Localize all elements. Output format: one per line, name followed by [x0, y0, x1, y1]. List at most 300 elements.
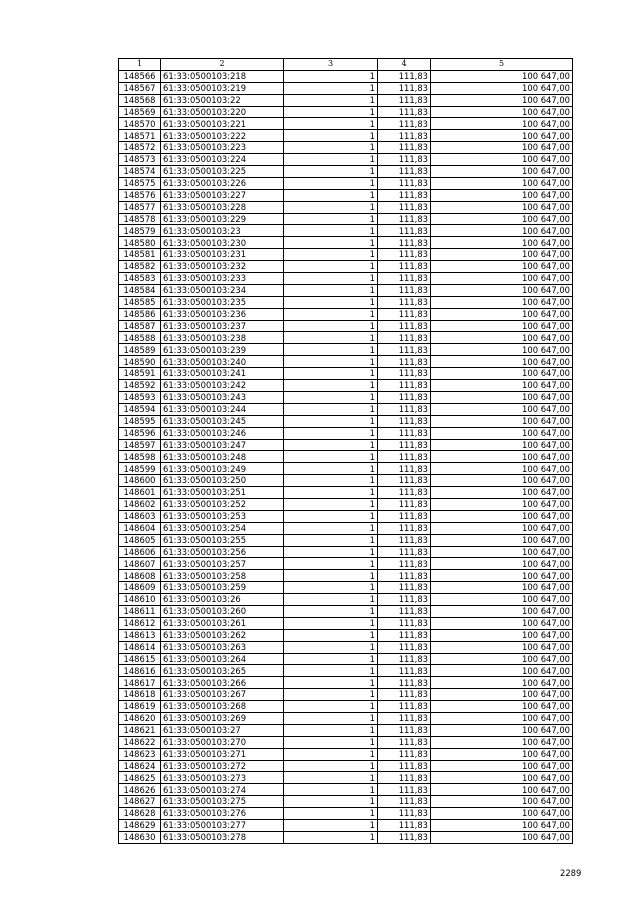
value-cell: 100 647,00 — [431, 284, 573, 296]
area-cell: 111,83 — [378, 689, 431, 701]
quantity-cell: 1 — [284, 546, 378, 558]
value-cell: 100 647,00 — [431, 534, 573, 546]
area-cell: 111,83 — [378, 201, 431, 213]
quantity-cell: 1 — [284, 796, 378, 808]
table-row — [119, 784, 573, 796]
table-row — [119, 356, 573, 368]
area-cell: 111,83 — [378, 130, 431, 142]
quantity-cell: 1 — [284, 629, 378, 641]
area-cell: 111,83 — [378, 570, 431, 582]
cadastral-number: 61:33:0500103:276 — [161, 808, 284, 820]
quantity-cell: 1 — [284, 273, 378, 285]
quantity-cell: 1 — [284, 522, 378, 534]
value-cell: 100 647,00 — [431, 617, 573, 629]
value-cell: 100 647,00 — [431, 142, 573, 154]
cadastral-number: 61:33:0500103:22 — [161, 94, 284, 106]
row-number: 148605 — [119, 534, 161, 546]
area-cell: 111,83 — [378, 475, 431, 487]
quantity-cell: 1 — [284, 665, 378, 677]
cadastral-number: 61:33:0500103:248 — [161, 451, 284, 463]
table-row — [119, 796, 573, 808]
quantity-cell: 1 — [284, 296, 378, 308]
area-cell: 111,83 — [378, 177, 431, 189]
area-cell: 111,83 — [378, 582, 431, 594]
column-header-5: 5 — [431, 59, 573, 71]
table-row — [119, 368, 573, 380]
value-cell: 100 647,00 — [431, 677, 573, 689]
table-row — [119, 320, 573, 332]
quantity-cell: 1 — [284, 403, 378, 415]
value-cell: 100 647,00 — [431, 760, 573, 772]
row-number: 148590 — [119, 356, 161, 368]
area-cell: 111,83 — [378, 665, 431, 677]
area-cell: 111,83 — [378, 403, 431, 415]
quantity-cell: 1 — [284, 784, 378, 796]
value-cell: 100 647,00 — [431, 522, 573, 534]
value-cell: 100 647,00 — [431, 570, 573, 582]
table-row — [119, 677, 573, 689]
area-cell: 111,83 — [378, 415, 431, 427]
value-cell: 100 647,00 — [431, 380, 573, 392]
cadastral-number: 61:33:0500103:249 — [161, 463, 284, 475]
area-cell: 111,83 — [378, 106, 431, 118]
row-number: 148598 — [119, 451, 161, 463]
row-number: 148594 — [119, 403, 161, 415]
area-cell: 111,83 — [378, 356, 431, 368]
row-number: 148582 — [119, 261, 161, 273]
area-cell: 111,83 — [378, 558, 431, 570]
quantity-cell: 1 — [284, 701, 378, 713]
area-cell: 111,83 — [378, 617, 431, 629]
area-cell: 111,83 — [378, 605, 431, 617]
area-cell: 111,83 — [378, 546, 431, 558]
area-cell: 111,83 — [378, 641, 431, 653]
quantity-cell: 1 — [284, 332, 378, 344]
table-row — [119, 463, 573, 475]
row-number: 148629 — [119, 820, 161, 832]
row-number: 148603 — [119, 510, 161, 522]
row-number: 148626 — [119, 784, 161, 796]
area-cell: 111,83 — [378, 534, 431, 546]
page-number: 2289 — [560, 868, 582, 878]
cadastral-number: 61:33:0500103:233 — [161, 273, 284, 285]
cadastral-number: 61:33:0500103:270 — [161, 736, 284, 748]
value-cell: 100 647,00 — [431, 82, 573, 94]
area-cell: 111,83 — [378, 712, 431, 724]
value-cell: 100 647,00 — [431, 70, 573, 82]
table-row — [119, 296, 573, 308]
area-cell: 111,83 — [378, 70, 431, 82]
row-number: 148591 — [119, 368, 161, 380]
area-cell: 111,83 — [378, 439, 431, 451]
area-cell: 111,83 — [378, 760, 431, 772]
row-number: 148567 — [119, 82, 161, 94]
quantity-cell: 1 — [284, 641, 378, 653]
row-number: 148585 — [119, 296, 161, 308]
cadastral-number: 61:33:0500103:239 — [161, 344, 284, 356]
cadastral-number: 61:33:0500103:236 — [161, 308, 284, 320]
quantity-cell: 1 — [284, 498, 378, 510]
row-number: 148568 — [119, 94, 161, 106]
cadastral-number: 61:33:0500103:224 — [161, 154, 284, 166]
cadastral-number: 61:33:0500103:243 — [161, 391, 284, 403]
value-cell: 100 647,00 — [431, 463, 573, 475]
value-cell: 100 647,00 — [431, 320, 573, 332]
cadastral-number: 61:33:0500103:244 — [161, 403, 284, 415]
value-cell: 100 647,00 — [431, 772, 573, 784]
cadastral-number: 61:33:0500103:238 — [161, 332, 284, 344]
quantity-cell: 1 — [284, 617, 378, 629]
row-number: 148597 — [119, 439, 161, 451]
column-header-4: 4 — [378, 59, 431, 71]
table-row — [119, 94, 573, 106]
quantity-cell: 1 — [284, 249, 378, 261]
cadastral-number: 61:33:0500103:260 — [161, 605, 284, 617]
row-number: 148586 — [119, 308, 161, 320]
area-cell: 111,83 — [378, 487, 431, 499]
value-cell: 100 647,00 — [431, 237, 573, 249]
value-cell: 100 647,00 — [431, 130, 573, 142]
row-number: 148615 — [119, 653, 161, 665]
value-cell: 100 647,00 — [431, 475, 573, 487]
cadastral-number: 61:33:0500103:231 — [161, 249, 284, 261]
cadastral-number: 61:33:0500103:258 — [161, 570, 284, 582]
value-cell: 100 647,00 — [431, 641, 573, 653]
cadastral-number: 61:33:0500103:245 — [161, 415, 284, 427]
row-number: 148618 — [119, 689, 161, 701]
cadastral-number: 61:33:0500103:253 — [161, 510, 284, 522]
cadastral-number: 61:33:0500103:228 — [161, 201, 284, 213]
value-cell: 100 647,00 — [431, 487, 573, 499]
area-cell: 111,83 — [378, 748, 431, 760]
table-row — [119, 820, 573, 832]
table-row — [119, 701, 573, 713]
row-number: 148576 — [119, 189, 161, 201]
quantity-cell: 1 — [284, 380, 378, 392]
cadastral-number: 61:33:0500103:225 — [161, 166, 284, 178]
quantity-cell: 1 — [284, 356, 378, 368]
quantity-cell: 1 — [284, 653, 378, 665]
quantity-cell: 1 — [284, 689, 378, 701]
value-cell: 100 647,00 — [431, 368, 573, 380]
value-cell: 100 647,00 — [431, 831, 573, 843]
area-cell: 111,83 — [378, 237, 431, 249]
quantity-cell: 1 — [284, 820, 378, 832]
cadastral-number: 61:33:0500103:272 — [161, 760, 284, 772]
value-cell: 100 647,00 — [431, 546, 573, 558]
row-number: 148613 — [119, 629, 161, 641]
row-number: 148577 — [119, 201, 161, 213]
table-row — [119, 760, 573, 772]
table-row — [119, 522, 573, 534]
quantity-cell: 1 — [284, 582, 378, 594]
table-row — [119, 451, 573, 463]
quantity-cell: 1 — [284, 712, 378, 724]
row-number: 148614 — [119, 641, 161, 653]
table-row — [119, 332, 573, 344]
quantity-cell: 1 — [284, 142, 378, 154]
area-cell: 111,83 — [378, 261, 431, 273]
table-row — [119, 344, 573, 356]
row-number: 148616 — [119, 665, 161, 677]
table-row — [119, 534, 573, 546]
cadastral-number: 61:33:0500103:263 — [161, 641, 284, 653]
value-cell: 100 647,00 — [431, 808, 573, 820]
table-row — [119, 380, 573, 392]
area-cell: 111,83 — [378, 344, 431, 356]
table-row — [119, 427, 573, 439]
area-cell: 111,83 — [378, 736, 431, 748]
row-number: 148592 — [119, 380, 161, 392]
row-number: 148602 — [119, 498, 161, 510]
quantity-cell: 1 — [284, 570, 378, 582]
row-number: 148588 — [119, 332, 161, 344]
area-cell: 111,83 — [378, 724, 431, 736]
quantity-cell: 1 — [284, 189, 378, 201]
cadastral-number: 61:33:0500103:230 — [161, 237, 284, 249]
row-number: 148570 — [119, 118, 161, 130]
cadastral-number: 61:33:0500103:232 — [161, 261, 284, 273]
quantity-cell: 1 — [284, 831, 378, 843]
quantity-cell: 1 — [284, 320, 378, 332]
cadastral-number: 61:33:0500103:269 — [161, 712, 284, 724]
table-row — [119, 546, 573, 558]
area-cell: 111,83 — [378, 701, 431, 713]
cadastral-number: 61:33:0500103:26 — [161, 594, 284, 606]
table-row — [119, 189, 573, 201]
cadastral-number: 61:33:0500103:257 — [161, 558, 284, 570]
row-number: 148608 — [119, 570, 161, 582]
table-row — [119, 308, 573, 320]
cadastral-number: 61:33:0500103:235 — [161, 296, 284, 308]
data-table — [118, 58, 573, 844]
area-cell: 111,83 — [378, 629, 431, 641]
value-cell: 100 647,00 — [431, 249, 573, 261]
table-row — [119, 498, 573, 510]
row-number: 148571 — [119, 130, 161, 142]
cadastral-number: 61:33:0500103:221 — [161, 118, 284, 130]
table-row — [119, 558, 573, 570]
cadastral-number: 61:33:0500103:277 — [161, 820, 284, 832]
cadastral-number: 61:33:0500103:271 — [161, 748, 284, 760]
value-cell: 100 647,00 — [431, 748, 573, 760]
quantity-cell: 1 — [284, 463, 378, 475]
quantity-cell: 1 — [284, 724, 378, 736]
value-cell: 100 647,00 — [431, 356, 573, 368]
area-cell: 111,83 — [378, 427, 431, 439]
row-number: 148593 — [119, 391, 161, 403]
area-cell: 111,83 — [378, 380, 431, 392]
table-row — [119, 213, 573, 225]
value-cell: 100 647,00 — [431, 225, 573, 237]
area-cell: 111,83 — [378, 154, 431, 166]
cadastral-number: 61:33:0500103:267 — [161, 689, 284, 701]
value-cell: 100 647,00 — [431, 629, 573, 641]
row-number: 148587 — [119, 320, 161, 332]
quantity-cell: 1 — [284, 201, 378, 213]
area-cell: 111,83 — [378, 784, 431, 796]
area-cell: 111,83 — [378, 166, 431, 178]
area-cell: 111,83 — [378, 831, 431, 843]
area-cell: 111,83 — [378, 273, 431, 285]
quantity-cell: 1 — [284, 118, 378, 130]
table-row — [119, 273, 573, 285]
table-body — [119, 70, 573, 843]
area-cell: 111,83 — [378, 94, 431, 106]
cadastral-number: 61:33:0500103:241 — [161, 368, 284, 380]
value-cell: 100 647,00 — [431, 498, 573, 510]
value-cell: 100 647,00 — [431, 451, 573, 463]
table-row — [119, 665, 573, 677]
value-cell: 100 647,00 — [431, 724, 573, 736]
column-header-3: 3 — [284, 59, 378, 71]
table-row — [119, 629, 573, 641]
row-number: 148619 — [119, 701, 161, 713]
cadastral-number: 61:33:0500103:254 — [161, 522, 284, 534]
quantity-cell: 1 — [284, 237, 378, 249]
table-row — [119, 475, 573, 487]
value-cell: 100 647,00 — [431, 403, 573, 415]
table-header — [119, 59, 573, 71]
table-row — [119, 142, 573, 154]
value-cell: 100 647,00 — [431, 510, 573, 522]
quantity-cell: 1 — [284, 261, 378, 273]
quantity-cell: 1 — [284, 225, 378, 237]
row-number: 148627 — [119, 796, 161, 808]
quantity-cell: 1 — [284, 106, 378, 118]
quantity-cell: 1 — [284, 213, 378, 225]
row-number: 148623 — [119, 748, 161, 760]
column-header-1: 1 — [119, 59, 161, 71]
row-number: 148621 — [119, 724, 161, 736]
area-cell: 111,83 — [378, 498, 431, 510]
cadastral-number: 61:33:0500103:273 — [161, 772, 284, 784]
value-cell: 100 647,00 — [431, 189, 573, 201]
value-cell: 100 647,00 — [431, 689, 573, 701]
value-cell: 100 647,00 — [431, 118, 573, 130]
cadastral-number: 61:33:0500103:247 — [161, 439, 284, 451]
quantity-cell: 1 — [284, 475, 378, 487]
quantity-cell: 1 — [284, 154, 378, 166]
cadastral-number: 61:33:0500103:265 — [161, 665, 284, 677]
table-row — [119, 166, 573, 178]
quantity-cell: 1 — [284, 594, 378, 606]
row-number: 148589 — [119, 344, 161, 356]
area-cell: 111,83 — [378, 284, 431, 296]
row-number: 148578 — [119, 213, 161, 225]
quantity-cell: 1 — [284, 510, 378, 522]
table-row — [119, 605, 573, 617]
area-cell: 111,83 — [378, 225, 431, 237]
area-cell: 111,83 — [378, 213, 431, 225]
cadastral-number: 61:33:0500103:27 — [161, 724, 284, 736]
value-cell: 100 647,00 — [431, 308, 573, 320]
table-row — [119, 653, 573, 665]
row-number: 148580 — [119, 237, 161, 249]
table-row — [119, 284, 573, 296]
cadastral-number: 61:33:0500103:261 — [161, 617, 284, 629]
row-number: 148604 — [119, 522, 161, 534]
area-cell: 111,83 — [378, 368, 431, 380]
area-cell: 111,83 — [378, 796, 431, 808]
value-cell: 100 647,00 — [431, 439, 573, 451]
quantity-cell: 1 — [284, 415, 378, 427]
quantity-cell: 1 — [284, 677, 378, 689]
quantity-cell: 1 — [284, 451, 378, 463]
value-cell: 100 647,00 — [431, 201, 573, 213]
quantity-cell: 1 — [284, 760, 378, 772]
cadastral-number: 61:33:0500103:237 — [161, 320, 284, 332]
value-cell: 100 647,00 — [431, 736, 573, 748]
value-cell: 100 647,00 — [431, 154, 573, 166]
area-cell: 111,83 — [378, 772, 431, 784]
table-row — [119, 82, 573, 94]
area-cell: 111,83 — [378, 510, 431, 522]
table-row — [119, 594, 573, 606]
cadastral-number: 61:33:0500103:240 — [161, 356, 284, 368]
quantity-cell: 1 — [284, 427, 378, 439]
row-number: 148596 — [119, 427, 161, 439]
table-row — [119, 261, 573, 273]
row-number: 148575 — [119, 177, 161, 189]
quantity-cell: 1 — [284, 439, 378, 451]
cadastral-number: 61:33:0500103:250 — [161, 475, 284, 487]
cadastral-number: 61:33:0500103:266 — [161, 677, 284, 689]
table-row — [119, 177, 573, 189]
area-cell: 111,83 — [378, 463, 431, 475]
row-number: 148628 — [119, 808, 161, 820]
value-cell: 100 647,00 — [431, 605, 573, 617]
column-header-2: 2 — [161, 59, 284, 71]
table-row — [119, 70, 573, 82]
area-cell: 111,83 — [378, 189, 431, 201]
table-row — [119, 689, 573, 701]
cadastral-number: 61:33:0500103:262 — [161, 629, 284, 641]
value-cell: 100 647,00 — [431, 166, 573, 178]
value-cell: 100 647,00 — [431, 582, 573, 594]
area-cell: 111,83 — [378, 82, 431, 94]
table-row — [119, 510, 573, 522]
value-cell: 100 647,00 — [431, 296, 573, 308]
quantity-cell: 1 — [284, 284, 378, 296]
row-number: 148584 — [119, 284, 161, 296]
value-cell: 100 647,00 — [431, 653, 573, 665]
cadastral-number: 61:33:0500103:223 — [161, 142, 284, 154]
table-row — [119, 225, 573, 237]
row-number: 148630 — [119, 831, 161, 843]
header-row — [119, 59, 573, 71]
row-number: 148573 — [119, 154, 161, 166]
cadastral-number: 61:33:0500103:256 — [161, 546, 284, 558]
cadastral-number: 61:33:0500103:234 — [161, 284, 284, 296]
cadastral-number: 61:33:0500103:227 — [161, 189, 284, 201]
quantity-cell: 1 — [284, 748, 378, 760]
quantity-cell: 1 — [284, 344, 378, 356]
area-cell: 111,83 — [378, 820, 431, 832]
value-cell: 100 647,00 — [431, 415, 573, 427]
cadastral-number: 61:33:0500103:259 — [161, 582, 284, 594]
cadastral-number: 61:33:0500103:246 — [161, 427, 284, 439]
row-number: 148607 — [119, 558, 161, 570]
quantity-cell: 1 — [284, 534, 378, 546]
row-number: 148599 — [119, 463, 161, 475]
cadastral-number: 61:33:0500103:264 — [161, 653, 284, 665]
row-number: 148624 — [119, 760, 161, 772]
value-cell: 100 647,00 — [431, 213, 573, 225]
quantity-cell: 1 — [284, 808, 378, 820]
cadastral-number: 61:33:0500103:23 — [161, 225, 284, 237]
value-cell: 100 647,00 — [431, 665, 573, 677]
